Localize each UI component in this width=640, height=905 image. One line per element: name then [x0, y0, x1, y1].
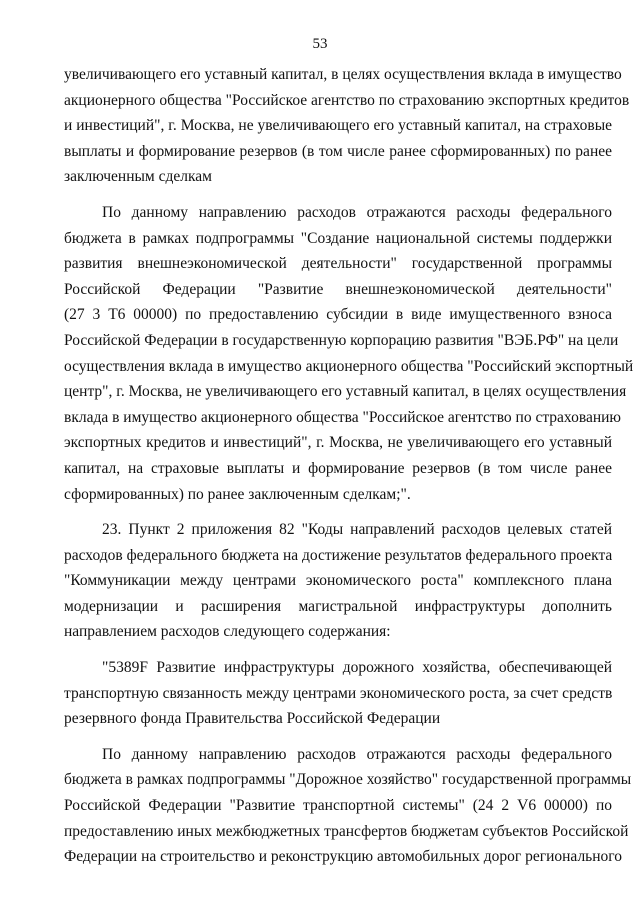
page-number: 53	[312, 36, 328, 52]
text-line: и инвестиций", г. Москва, не увеличивающего его уставный капитал, на страховые	[64, 117, 612, 135]
text-line: Федерации на строительство и реконструкцию автомобильных дорог регионального	[64, 848, 623, 866]
paragraph-expense-description-2	[64, 742, 632, 870]
text-line: увеличивающего его уставный капитал, в целях осуществления вклада в имущество	[64, 66, 622, 83]
text-line: бюджета в рамках подпрограммы "Создание национальной системы поддержки	[64, 229, 612, 247]
text-line: заключенным сделкам	[64, 168, 212, 186]
text-line: 23. Пункт 2 приложения 82 "Коды направлений расходов целевых статей	[102, 521, 612, 539]
text-line: выплаты и формирование резервов (в том числе ранее сформированных) по ранее	[64, 142, 612, 160]
text-line: центр", г. Москва, не увеличивающего его уставный капитал, в целях осуществления	[64, 383, 627, 401]
document-body	[64, 62, 634, 870]
text-line: модернизации и расширения магистральной инфраструктуры дополнить	[64, 597, 612, 615]
text-line: развития внешнеэкономической деятельности" государственной программы	[64, 255, 612, 273]
paragraph-code-5389f	[64, 655, 612, 732]
text-line: (27 3 Т6 00000) по предоставлению субсидии в виде имущественного взноса	[64, 306, 612, 324]
text-line: Российской Федерации "Развитие транспортной системы" (24 2 V6 00000) по	[64, 797, 612, 815]
text-line: капитал, на страховые выплаты и формирование резервов (в том числе ранее	[64, 459, 612, 477]
text-line: По данному направлению расходов отражаются расходы федерального	[102, 745, 612, 763]
text-line: направлением расходов следующего содержания:	[64, 623, 391, 641]
text-line: вклада в имущество акционерного общества "Российское агентство по страхованию	[64, 408, 622, 426]
text-line: бюджета в рамках подпрограммы "Дорожное хозяйство" государственной программы	[64, 771, 632, 789]
text-line: предоставлению иных межбюджетных трансфертов бюджетам субъектов Российской	[64, 822, 629, 840]
text-line: Российской Федерации в государственную корпорацию развития "ВЭБ.РФ" на цели	[64, 331, 619, 349]
paragraph-continuation	[64, 62, 630, 190]
text-line: резервного фонда Правительства Российской Федерации	[64, 710, 441, 728]
text-line: осуществления вклада в имущество акционерного общества "Российский экспортный	[64, 357, 634, 375]
text-line: По данному направлению расходов отражаются расходы федерального	[102, 203, 612, 221]
text-line: "5389F Развитие инфраструктуры дорожного хозяйства, обеспечивающей	[102, 659, 612, 677]
text-line: сформированных) по ранее заключенным сделкам;".	[64, 485, 411, 503]
text-line: "Коммуникации между центрами экономического роста" комплексного плана	[64, 572, 612, 590]
text-line: Российской Федерации "Развитие внешнеэкономической деятельности"	[64, 280, 612, 298]
paragraph-expense-description-1	[64, 200, 634, 507]
paragraph-item-23	[64, 517, 612, 645]
text-line: расходов федерального бюджета на достижение результатов федерального проекта	[64, 546, 613, 564]
text-line: экспортных кредитов и инвестиций", г. Москва, не увеличивающего его уставный	[64, 434, 612, 452]
text-line: транспортную связанность между центрами экономического роста, за счет средств	[64, 684, 613, 702]
text-line: акционерного общества "Российское агентство по страхованию экспортных кредитов	[64, 91, 630, 109]
